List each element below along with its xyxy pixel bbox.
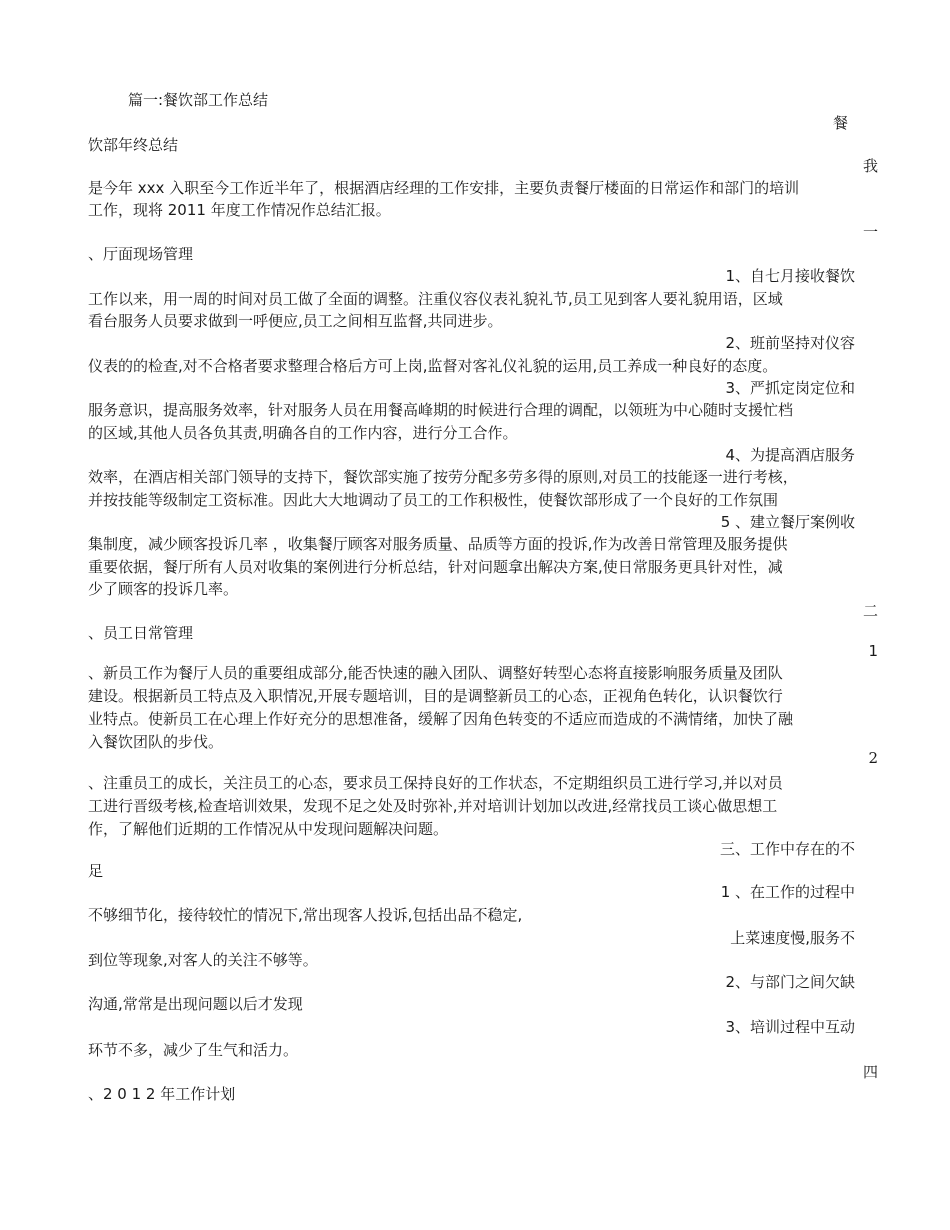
text-line: 一: [862, 223, 878, 241]
text-line: 1 、在工作的过程中: [720, 883, 855, 901]
text-line: 的区域,其他人员各负其责,明确各自的工作内容，进行分工合作。: [88, 424, 518, 442]
text-line: 少了顾客的投诉几率。: [88, 580, 239, 598]
text-line: 、新员工作为餐厅人员的重要组成部分,能否快速的融入团队、调整好转型心态将直接影响服务质量及团队: [88, 664, 783, 682]
text-line: 4、为提高酒店服务: [725, 446, 855, 464]
doc-title: 篇一:餐饮部工作总结: [128, 91, 269, 109]
text-line: 不够细节化，接待较忙的情况下,常出现客人投诉,包括出品不稳定,: [88, 906, 523, 924]
text-line: 沟通,常常是出现问题以后才发现: [88, 995, 303, 1013]
text-line: 2、与部门之间欠缺: [725, 973, 855, 991]
text-line: 工进行晋级考核,检查培训效果，发现不足之处及时弥补,并对培训计划加以改进,经常找员工谈心做思想工: [88, 797, 778, 815]
text-line: 作，了解他们近期的工作情况从中发现问题解决问题。: [88, 820, 449, 838]
text-line: 5 、建立餐厅案例收: [720, 513, 855, 531]
text-line: 工作，现将 2011 年度工作情况作总结汇报。: [88, 201, 391, 219]
section-heading: 、2 0 1 2 年工作计划: [88, 1085, 236, 1103]
text-line: 2: [868, 749, 878, 767]
section-heading: 三、工作中存在的不: [719, 840, 855, 858]
text-line: 3、培训过程中互动: [725, 1018, 855, 1036]
text-line: 业特点。使新员工在心理上作好充分的思想准备，缓解了因角色转变的不适应而造成的不满情绪，加快了融: [88, 710, 794, 728]
text-line: 二: [862, 602, 878, 620]
text-line: 服务意识，提高服务效率，针对服务人员在用餐高峰期的时候进行合理的调配，以领班为中心随时支援忙档: [88, 401, 794, 419]
text-line: 餐: [832, 114, 848, 132]
text-line: 3、严抓定岗定位和: [725, 379, 855, 397]
text-line: 入餐饮团队的步伐。: [88, 733, 224, 751]
text-line: 上菜速度慢,服务不: [730, 929, 855, 947]
text-line: 工作以来，用一周的时间对员工做了全面的调整。注重仪容仪表礼貌礼节,员工见到客人要礼貌用语，区域: [88, 290, 783, 308]
text-line: 建设。根据新员工特点及入职情况,开展专题培训，目的是调整新员工的心态，正视角色转化，认识餐饮行: [88, 687, 783, 705]
text-line: 2、班前坚持对仪容: [725, 334, 855, 352]
text-line: 我: [862, 157, 878, 175]
text-line: 、注重员工的成长，关注员工的心态，要求员工保持良好的工作状态，不定期组织员工进行学习,并以对员: [88, 774, 783, 792]
text-line: 集制度，减少顾客投诉几率 ，收集餐厅顾客对服务质量、品质等方面的投诉,作为改善日常管理及服务提供: [88, 535, 788, 553]
text-line: 四: [862, 1063, 878, 1081]
text-line: 仪表的的检查,对不合格者要求整理合格后方可上岗,监督对客礼仪礼貌的运用,员工养成一种良好的态度。: [88, 357, 778, 375]
text-line: 1: [868, 642, 878, 660]
text-line: 足: [88, 862, 104, 880]
text-line: 效率，在酒店相关部门领导的支持下，餐饮部实施了按劳分配多劳多得的原则,对员工的技能逐一进行考核，: [88, 468, 798, 486]
text-line: 看台服务人员要求做到一呼便应,员工之间相互监督,共同进步。: [88, 312, 503, 330]
text-line: 1、自七月接收餐饮: [725, 267, 855, 285]
text-line: 重要依据，餐厅所有人员对收集的案例进行分析总结，针对问题拿出解决方案,使日常服务更具针对性，减: [88, 558, 783, 576]
text-line: 是今年 xxx 入职至今工作近半年了，根据酒店经理的工作安排，主要负责餐厅楼面的日常运作和部门的培训: [88, 179, 800, 197]
text-line: 饮部年终总结: [88, 136, 179, 154]
section-heading: 、员工日常管理: [88, 624, 194, 642]
text-line: 环节不多，减少了生气和活力。: [88, 1041, 299, 1059]
text-line: 到位等现象,对客人的关注不够等。: [88, 951, 318, 969]
section-heading: 、厅面现场管理: [88, 245, 194, 263]
text-line: 并按技能等级制定工资标准。因此大大地调动了员工的工作积极性，使餐饮部形成了一个良好的工作氛围: [88, 491, 779, 509]
